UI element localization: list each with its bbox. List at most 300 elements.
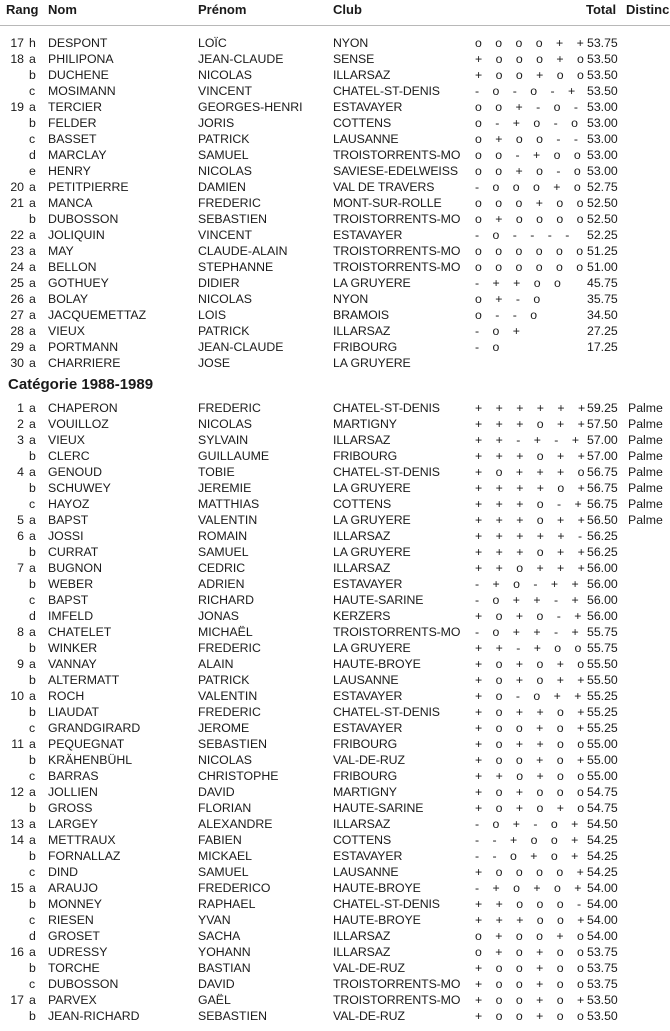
- marks-cell: o o o o + +: [475, 36, 589, 50]
- first-name-cell: VINCENT: [198, 228, 252, 242]
- total-cell: 54.25: [587, 865, 618, 879]
- first-name-cell: CLAUDE-ALAIN: [198, 244, 288, 258]
- last-name-cell: GROSET: [48, 929, 100, 943]
- first-name-cell: PATRICK: [198, 673, 250, 687]
- last-name-cell: DUBOSSON: [48, 212, 119, 226]
- club-cell: ESTAVAYER: [333, 849, 403, 863]
- first-name-cell: GUILLAUME: [198, 449, 270, 463]
- marks-cell: - o o o + o: [475, 180, 586, 194]
- club-cell: ESTAVAYER: [333, 577, 403, 591]
- first-name-cell: STEPHANNE: [198, 260, 274, 274]
- marks-cell: + + + o + +: [475, 417, 590, 431]
- club-cell: FRIBOURG: [333, 769, 398, 783]
- table-row: [0, 243, 670, 259]
- last-name-cell: GROSS: [48, 801, 93, 815]
- marks-cell: o o - + o o: [475, 148, 586, 162]
- rank-cell: 19: [10, 100, 24, 114]
- marks-cell: o o + o - o: [475, 164, 586, 178]
- club-cell: ESTAVAYER: [333, 100, 403, 114]
- table-row: [0, 1008, 670, 1024]
- last-name-cell: GOTHUEY: [48, 276, 109, 290]
- results-table-previous: [0, 35, 670, 371]
- sub-rank-cell: d: [29, 148, 36, 162]
- table-row: [0, 83, 670, 99]
- marks-cell: + o + + o +: [475, 705, 590, 719]
- total-cell: 59.25: [587, 401, 618, 415]
- table-row: [0, 416, 670, 432]
- table-row: [0, 928, 670, 944]
- rank-cell: 24: [10, 260, 24, 274]
- total-cell: 55.00: [587, 753, 618, 767]
- last-name-cell: DESPONT: [48, 36, 108, 50]
- marks-cell: - o + - o +: [475, 817, 584, 831]
- sub-rank-cell: d: [29, 609, 36, 623]
- first-name-cell: YOHANN: [198, 945, 251, 959]
- rank-cell: 25: [10, 276, 24, 290]
- club-cell: HAUTE-SARINE: [333, 801, 424, 815]
- first-name-cell: GEORGES-HENRI: [198, 100, 303, 114]
- header-divider: [0, 25, 670, 26]
- club-cell: CHATEL-ST-DENIS: [333, 897, 440, 911]
- last-name-cell: METTRAUX: [48, 833, 116, 847]
- last-name-cell: GRANDGIRARD: [48, 721, 141, 735]
- table-row: [0, 608, 670, 624]
- distinction-cell: Palme: [628, 481, 663, 495]
- sub-rank-cell: h: [29, 36, 36, 50]
- club-cell: FRIBOURG: [333, 737, 398, 751]
- sub-rank-cell: a: [29, 465, 36, 479]
- last-name-cell: UDRESSY: [48, 945, 108, 959]
- sub-rank-cell: a: [29, 817, 36, 831]
- sub-rank-cell: a: [29, 324, 36, 338]
- sub-rank-cell: a: [29, 785, 36, 799]
- marks-cell: o + o o o o: [475, 212, 589, 226]
- rank-cell: 2: [17, 417, 24, 431]
- club-cell: ILLARSAZ: [333, 324, 391, 338]
- total-cell: 52.25: [587, 228, 618, 242]
- club-cell: ILLARSAZ: [333, 68, 391, 82]
- marks-cell: - o + + - +: [475, 593, 584, 607]
- table-row: [0, 832, 670, 848]
- distinction-cell: Palme: [628, 401, 663, 415]
- table-row: [0, 576, 670, 592]
- first-name-cell: FREDERIC: [198, 196, 261, 210]
- total-cell: 51.00: [587, 260, 618, 274]
- marks-cell: + o o o o +: [475, 865, 589, 879]
- sub-rank-cell: a: [29, 52, 36, 66]
- rank-cell: 14: [10, 833, 24, 847]
- results-table-1988-1989: [0, 400, 670, 1024]
- club-cell: ESTAVAYER: [333, 228, 403, 242]
- sub-rank-cell: a: [29, 196, 36, 210]
- last-name-cell: PORTMANN: [48, 340, 119, 354]
- first-name-cell: ALEXANDRE: [198, 817, 273, 831]
- last-name-cell: WINKER: [48, 641, 98, 655]
- marks-cell: o + - o: [475, 292, 546, 306]
- table-row: [0, 147, 670, 163]
- table-row: [0, 624, 670, 640]
- rank-cell: 9: [17, 657, 24, 671]
- marks-cell: + o + o + o: [475, 657, 590, 671]
- last-name-cell: TORCHE: [48, 961, 100, 975]
- table-row: [0, 496, 670, 512]
- last-name-cell: BARRAS: [48, 769, 99, 783]
- sub-rank-cell: a: [29, 340, 36, 354]
- marks-cell: + + + + o +: [475, 481, 590, 495]
- first-name-cell: RICHARD: [198, 593, 255, 607]
- marks-cell: - o: [475, 340, 505, 354]
- total-cell: 54.25: [587, 849, 618, 863]
- last-name-cell: SCHUWEY: [48, 481, 111, 495]
- marks-cell: + + + + + -: [475, 529, 588, 543]
- club-cell: TROISTORRENTS-MO: [333, 212, 461, 226]
- distinction-cell: Palme: [628, 513, 663, 527]
- total-cell: 52.75: [587, 180, 618, 194]
- total-cell: 51.25: [587, 244, 618, 258]
- club-cell: BRAMOIS: [333, 308, 390, 322]
- sub-rank-cell: a: [29, 689, 36, 703]
- first-name-cell: JEAN-CLAUDE: [198, 52, 284, 66]
- sub-rank-cell: a: [29, 292, 36, 306]
- rank-cell: 21: [10, 196, 24, 210]
- first-name-cell: MICHAËL: [198, 625, 253, 639]
- sub-rank-cell: b: [29, 801, 36, 815]
- first-name-cell: SEBASTIEN: [198, 1009, 268, 1023]
- club-cell: MONT-SUR-ROLLE: [333, 196, 442, 210]
- club-cell: LAUSANNE: [333, 865, 399, 879]
- total-cell: 52.50: [587, 196, 618, 210]
- total-cell: 53.50: [587, 84, 618, 98]
- total-cell: 17.25: [587, 340, 618, 354]
- last-name-cell: MOSIMANN: [48, 84, 116, 98]
- last-name-cell: DUBOSSON: [48, 977, 119, 991]
- table-row: [0, 704, 670, 720]
- club-cell: FRIBOURG: [333, 449, 398, 463]
- last-name-cell: BAPST: [48, 593, 89, 607]
- rank-cell: 29: [10, 340, 24, 354]
- sub-rank-cell: b: [29, 753, 36, 767]
- table-row: [0, 528, 670, 544]
- club-cell: LA GRUYERE: [333, 545, 411, 559]
- total-cell: 56.00: [587, 577, 618, 591]
- club-cell: CHATEL-ST-DENIS: [333, 84, 440, 98]
- table-row: [0, 656, 670, 672]
- total-cell: 56.25: [587, 529, 618, 543]
- club-cell: COTTENS: [333, 497, 392, 511]
- rank-cell: 10: [10, 689, 24, 703]
- sub-rank-cell: a: [29, 625, 36, 639]
- club-cell: HAUTE-BROYE: [333, 657, 421, 671]
- marks-cell: + o o + o +: [475, 753, 590, 767]
- marks-cell: o o o o o o: [475, 260, 589, 274]
- total-cell: 55.25: [587, 689, 618, 703]
- last-name-cell: ALTERMATT: [48, 673, 120, 687]
- sub-rank-cell: b: [29, 897, 36, 911]
- club-cell: ILLARSAZ: [333, 529, 391, 543]
- total-cell: 57.50: [587, 417, 618, 431]
- table-row: [0, 291, 670, 307]
- marks-cell: + + + o + +: [475, 449, 590, 463]
- last-name-cell: PHILIPONA: [48, 52, 114, 66]
- table-row: [0, 131, 670, 147]
- sub-rank-cell: a: [29, 180, 36, 194]
- total-cell: 55.75: [587, 625, 618, 639]
- last-name-cell: KRÄHENBÜHL: [48, 753, 133, 767]
- rank-cell: 17: [10, 993, 24, 1007]
- table-row: [0, 848, 670, 864]
- club-cell: VAL-DE-RUZ: [333, 961, 405, 975]
- club-cell: ESTAVAYER: [333, 689, 403, 703]
- last-name-cell: VIEUX: [48, 433, 85, 447]
- first-name-cell: JORIS: [198, 116, 235, 130]
- col-nom-header: Nom: [48, 2, 77, 17]
- marks-cell: + o o + o +: [475, 993, 590, 1007]
- last-name-cell: PEQUEGNAT: [48, 737, 125, 751]
- total-cell: 53.00: [587, 132, 618, 146]
- first-name-cell: FREDERIC: [198, 401, 261, 415]
- club-cell: CHATEL-ST-DENIS: [333, 465, 440, 479]
- club-cell: FRIBOURG: [333, 340, 398, 354]
- total-cell: 53.00: [587, 148, 618, 162]
- marks-cell: + o o + o o: [475, 68, 589, 82]
- sub-rank-cell: b: [29, 116, 36, 130]
- club-cell: VAL-DE-RUZ: [333, 753, 405, 767]
- table-row: [0, 400, 670, 416]
- rank-cell: 15: [10, 881, 24, 895]
- last-name-cell: CLERC: [48, 449, 90, 463]
- last-name-cell: CHAPERON: [48, 401, 118, 415]
- total-cell: 53.50: [587, 68, 618, 82]
- table-row: [0, 768, 670, 784]
- club-cell: ILLARSAZ: [333, 929, 391, 943]
- col-prenom-header: Prénom: [198, 2, 247, 17]
- total-cell: 55.75: [587, 641, 618, 655]
- rank-cell: 30: [10, 356, 24, 370]
- sub-rank-cell: b: [29, 1009, 36, 1023]
- table-row: [0, 195, 670, 211]
- first-name-cell: ROMAIN: [198, 529, 248, 543]
- sub-rank-cell: b: [29, 641, 36, 655]
- rank-cell: 12: [10, 785, 24, 799]
- total-cell: 53.00: [587, 100, 618, 114]
- sub-rank-cell: a: [29, 276, 36, 290]
- first-name-cell: ALAIN: [198, 657, 234, 671]
- marks-cell: + o o + o +: [475, 721, 590, 735]
- total-cell: 57.00: [587, 449, 618, 463]
- marks-cell: o - - o: [475, 308, 543, 322]
- first-name-cell: PATRICK: [198, 324, 250, 338]
- total-cell: 54.75: [587, 785, 618, 799]
- club-cell: CHATEL-ST-DENIS: [333, 705, 440, 719]
- marks-cell: o - + o - o: [475, 116, 583, 130]
- table-row: [0, 544, 670, 560]
- table-row: [0, 720, 670, 736]
- first-name-cell: VALENTIN: [198, 689, 258, 703]
- total-cell: 53.75: [587, 977, 618, 991]
- first-name-cell: LOIS: [198, 308, 227, 322]
- sub-rank-cell: a: [29, 228, 36, 242]
- last-name-cell: VIEUX: [48, 324, 85, 338]
- last-name-cell: FORNALLAZ: [48, 849, 121, 863]
- table-row: [0, 896, 670, 912]
- sub-rank-cell: c: [29, 593, 36, 607]
- first-name-cell: DAMIEN: [198, 180, 246, 194]
- marks-cell: + + - + - +: [475, 433, 584, 447]
- total-cell: 55.25: [587, 721, 618, 735]
- sub-rank-cell: a: [29, 945, 36, 959]
- first-name-cell: JEREMIE: [198, 481, 252, 495]
- club-cell: HAUTE-SARINE: [333, 593, 424, 607]
- table-header: [0, 0, 670, 26]
- club-cell: KERZERS: [333, 609, 391, 623]
- last-name-cell: ROCH: [48, 689, 85, 703]
- marks-cell: o o + - o -: [475, 100, 583, 114]
- club-cell: VAL-DE-RUZ: [333, 1009, 405, 1023]
- first-name-cell: CHRISTOPHE: [198, 769, 279, 783]
- last-name-cell: HAYOZ: [48, 497, 90, 511]
- table-row: [0, 307, 670, 323]
- sub-rank-cell: a: [29, 417, 36, 431]
- total-cell: 27.25: [587, 324, 618, 338]
- table-row: [0, 512, 670, 528]
- last-name-cell: HENRY: [48, 164, 91, 178]
- first-name-cell: YVAN: [198, 913, 231, 927]
- first-name-cell: SYLVAIN: [198, 433, 249, 447]
- col-distinction-header: Distinc: [626, 2, 670, 17]
- total-cell: 34.50: [587, 308, 618, 322]
- first-name-cell: DAVID: [198, 785, 235, 799]
- total-cell: 56.75: [587, 497, 618, 511]
- last-name-cell: CHARRIERE: [48, 356, 121, 370]
- first-name-cell: LOÏC: [198, 36, 227, 50]
- club-cell: MARTIGNY: [333, 785, 397, 799]
- first-name-cell: MATTHIAS: [198, 497, 260, 511]
- table-row: [0, 560, 670, 576]
- club-cell: HAUTE-BROYE: [333, 881, 421, 895]
- sub-rank-cell: a: [29, 993, 36, 1007]
- last-name-cell: IMFELD: [48, 609, 94, 623]
- club-cell: LA GRUYERE: [333, 641, 411, 655]
- col-rang-header: Rang: [6, 2, 39, 17]
- club-cell: TROISTORRENTS-MO: [333, 244, 461, 258]
- total-cell: 54.75: [587, 801, 618, 815]
- club-cell: CHATEL-ST-DENIS: [333, 401, 440, 415]
- club-cell: NYON: [333, 36, 369, 50]
- first-name-cell: BASTIAN: [198, 961, 251, 975]
- table-row: [0, 35, 670, 51]
- first-name-cell: ADRIEN: [198, 577, 245, 591]
- sub-rank-cell: a: [29, 100, 36, 114]
- rank-cell: 22: [10, 228, 24, 242]
- first-name-cell: FREDERIC: [198, 705, 261, 719]
- club-cell: COTTENS: [333, 116, 392, 130]
- club-cell: LA GRUYERE: [333, 356, 411, 370]
- last-name-cell: JOLLIEN: [48, 785, 98, 799]
- sub-rank-cell: b: [29, 212, 36, 226]
- last-name-cell: LIAUDAT: [48, 705, 100, 719]
- first-name-cell: GAËL: [198, 993, 231, 1007]
- total-cell: 55.50: [587, 673, 618, 687]
- first-name-cell: TOBIE: [198, 465, 235, 479]
- total-cell: 54.00: [587, 881, 618, 895]
- marks-cell: - + o + o +: [475, 881, 587, 895]
- last-name-cell: RIESEN: [48, 913, 94, 927]
- club-cell: ILLARSAZ: [333, 561, 391, 575]
- col-club-header: Club: [333, 2, 362, 17]
- last-name-cell: CHATELET: [48, 625, 112, 639]
- club-cell: MARTIGNY: [333, 417, 397, 431]
- first-name-cell: NICOLAS: [198, 68, 252, 82]
- club-cell: LA GRUYERE: [333, 481, 411, 495]
- last-name-cell: PARVEX: [48, 993, 97, 1007]
- first-name-cell: RAPHAEL: [198, 897, 256, 911]
- table-row: [0, 672, 670, 688]
- table-row: [0, 880, 670, 896]
- rank-cell: 7: [17, 561, 24, 575]
- total-cell: 55.50: [587, 657, 618, 671]
- sub-rank-cell: c: [29, 721, 36, 735]
- first-name-cell: SAMUEL: [198, 865, 249, 879]
- first-name-cell: SAMUEL: [198, 148, 249, 162]
- club-cell: NYON: [333, 292, 369, 306]
- table-row: [0, 115, 670, 131]
- last-name-cell: BELLON: [48, 260, 97, 274]
- first-name-cell: JEROME: [198, 721, 250, 735]
- last-name-cell: VANNAY: [48, 657, 97, 671]
- rank-cell: 27: [10, 308, 24, 322]
- total-cell: 53.00: [587, 116, 618, 130]
- table-row: [0, 736, 670, 752]
- marks-cell: o + o o + o: [475, 929, 589, 943]
- category-title: Catégorie 1988-1989: [8, 376, 154, 393]
- total-cell: 54.00: [587, 897, 618, 911]
- rank-cell: 23: [10, 244, 24, 258]
- club-cell: ILLARSAZ: [333, 817, 391, 831]
- marks-cell: o o o o o o: [475, 244, 589, 258]
- rank-cell: 16: [10, 945, 24, 959]
- sub-rank-cell: b: [29, 449, 36, 463]
- rank-cell: 26: [10, 292, 24, 306]
- total-cell: 53.00: [587, 164, 618, 178]
- sub-rank-cell: a: [29, 260, 36, 274]
- last-name-cell: MARCLAY: [48, 148, 107, 162]
- last-name-cell: MONNEY: [48, 897, 102, 911]
- club-cell: VAL DE TRAVERS: [333, 180, 435, 194]
- table-row: [0, 992, 670, 1008]
- table-row: [0, 864, 670, 880]
- last-name-cell: CURRAT: [48, 545, 99, 559]
- marks-cell: + + o + o o: [475, 769, 590, 783]
- sub-rank-cell: b: [29, 673, 36, 687]
- distinction-cell: Palme: [628, 449, 663, 463]
- first-name-cell: FABIEN: [198, 833, 242, 847]
- last-name-cell: ARAUJO: [48, 881, 98, 895]
- table-row: [0, 448, 670, 464]
- rank-cell: 4: [17, 465, 24, 479]
- marks-cell: + + o o o -: [475, 897, 587, 911]
- total-cell: 56.50: [587, 513, 618, 527]
- club-cell: LA GRUYERE: [333, 513, 411, 527]
- sub-rank-cell: e: [29, 164, 36, 178]
- sub-rank-cell: b: [29, 849, 36, 863]
- sub-rank-cell: c: [29, 977, 36, 991]
- sub-rank-cell: a: [29, 529, 36, 543]
- first-name-cell: FLORIAN: [198, 801, 252, 815]
- table-row: [0, 480, 670, 496]
- col-total-header: Total: [586, 2, 617, 17]
- distinction-cell: Palme: [628, 417, 663, 431]
- sub-rank-cell: a: [29, 433, 36, 447]
